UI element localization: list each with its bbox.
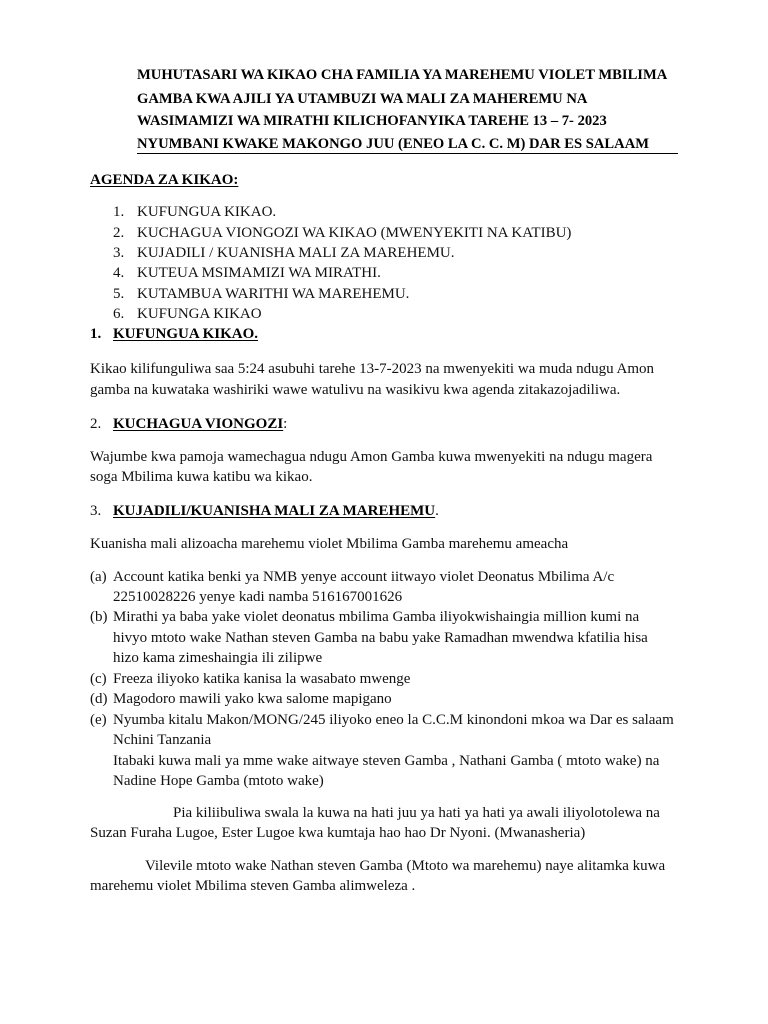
paragraph-line: soga Mbilima kuwa katibu wa kikao. [90, 469, 313, 485]
section-heading [113, 414, 287, 434]
section-heading [113, 501, 439, 521]
section-heading [113, 324, 258, 344]
agenda-item-number: 4. [113, 265, 125, 281]
asset-line: Nyumba kitalu Makon/MONG/245 iliyoko eneo la C.C.M kinondoni mkoa wa Dar es salaam [113, 712, 674, 728]
asset-label: (c) [90, 671, 107, 687]
agenda-item-number: 5. [113, 286, 125, 302]
asset-label: (a) [90, 569, 107, 585]
paragraph-line: Kikao kilifunguliwa saa 5:24 asubuhi tarehe 13-7-2023 na mwenyekiti wa muda ndugu Amon [90, 361, 655, 377]
agenda-item-text: KUTEUA MSIMAMIZI WA MIRATHI. [137, 265, 381, 281]
paragraph-line: Suzan Furaha Lugoe, Ester Lugoe kwa kumtaja hao hao Dr Nyoni. (Mwanasheria) [90, 825, 586, 841]
asset-line: Nadine Hope Gamba (mtoto wake) [113, 773, 324, 789]
paragraph-line: Wajumbe kwa pamoja wamechagua ndugu Amon Gamba kuwa mwenyekiti na ndugu magera [90, 449, 653, 465]
asset-line: hivyo mtoto wake Nathan steven Gamba na babu yake Ramadhan mwendwa kfatilia hisa [113, 630, 648, 646]
paragraph-line: Pia kiliibuliwa swala la kuwa na hati juu ya hati ya hati ya awali iliyolotolewa na [173, 805, 660, 821]
asset-label: (d) [90, 691, 108, 707]
asset-label: (e) [90, 712, 107, 728]
asset-line: Magodoro mawili yako kwa salome mapigano [113, 691, 392, 707]
section-title: KUJADILI/KUANISHA MALI ZA MAREHEMU [113, 503, 436, 519]
agenda-item-text: KUFUNGUA KIKAO. [137, 204, 277, 220]
title-line: WASIMAMIZI WA MIRATHI KILICHOFANYIKA TAREHE 13 – 7- 2023 [137, 113, 607, 129]
title-line: NYUMBANI KWAKE MAKONGO JUU (ENEO LA C. C. M) DAR ES SALAAM [137, 136, 650, 152]
agenda-item-text: KUFUNGA KIKAO [137, 306, 262, 322]
asset-line: Itabaki kuwa mali ya mme wake aitwaye steven Gamba , Nathani Gamba ( mtoto wake) na [113, 753, 660, 769]
title-line: MUHUTASARI WA KIKAO CHA FAMILIA YA MAREHEMU VIOLET MBILIMA [137, 67, 668, 83]
agenda-item-text: KUJADILI / KUANISHA MALI ZA MAREHEMU. [137, 245, 455, 261]
section-number: 1. [90, 326, 102, 342]
asset-line: hizo kama zimeshaingia ili zilipwe [113, 650, 323, 666]
asset-label: (b) [90, 609, 108, 625]
section-title: KUFUNGUA KIKAO. [113, 326, 259, 342]
section-number: 3. [90, 503, 102, 519]
agenda-item-number: 3. [113, 245, 125, 261]
section-title-suffix: . [435, 503, 439, 519]
asset-line: 22510028226 yenye kadi namba 516167001626 [113, 589, 403, 605]
agenda-item-text: KUCHAGUA VIONGOZI WA KIKAO (MWENYEKITI NA KATIBU) [137, 225, 572, 241]
asset-line: Account katika benki ya NMB yenye account iitwayo violet Deonatus Mbilima A/c [113, 569, 615, 585]
section-intro: Kuanisha mali alizoacha marehemu violet Mbilima Gamba marehemu ameacha [90, 536, 569, 552]
agenda-item-text: KUTAMBUA WARITHI WA MAREHEMU. [137, 286, 410, 302]
title-underline-rule [137, 153, 678, 154]
asset-line: Freeza iliyoko katika kanisa la wasabato mwenge [113, 671, 411, 687]
paragraph-line: Vilevile mtoto wake Nathan steven Gamba (Mtoto wa marehemu) naye alitamka kuwa [145, 858, 666, 874]
agenda-item-number: 1. [113, 204, 125, 220]
agenda-heading: AGENDA ZA KIKAO: [90, 172, 239, 188]
agenda-item-number: 6. [113, 306, 125, 322]
section-title-suffix: : [283, 416, 288, 432]
paragraph-line: gamba na kuwataka washiriki wawe watulivu na wasikivu kwa agenda zitakazojadiliwa. [90, 382, 621, 398]
asset-line: Nchini Tanzania [113, 732, 212, 748]
section-number: 2. [90, 416, 102, 432]
asset-line: Mirathi ya baba yake violet deonatus mbilima Gamba iliyokwishaingia million kumi na [113, 609, 640, 625]
section-title: KUCHAGUA VIONGOZI [113, 416, 284, 432]
paragraph-line: marehemu violet Mbilima steven Gamba alimweleza . [90, 878, 416, 894]
agenda-item-number: 2. [113, 225, 125, 241]
title-line: GAMBA KWA AJILI YA UTAMBUZI WA MALI ZA MAHEREMU NA [137, 91, 588, 107]
